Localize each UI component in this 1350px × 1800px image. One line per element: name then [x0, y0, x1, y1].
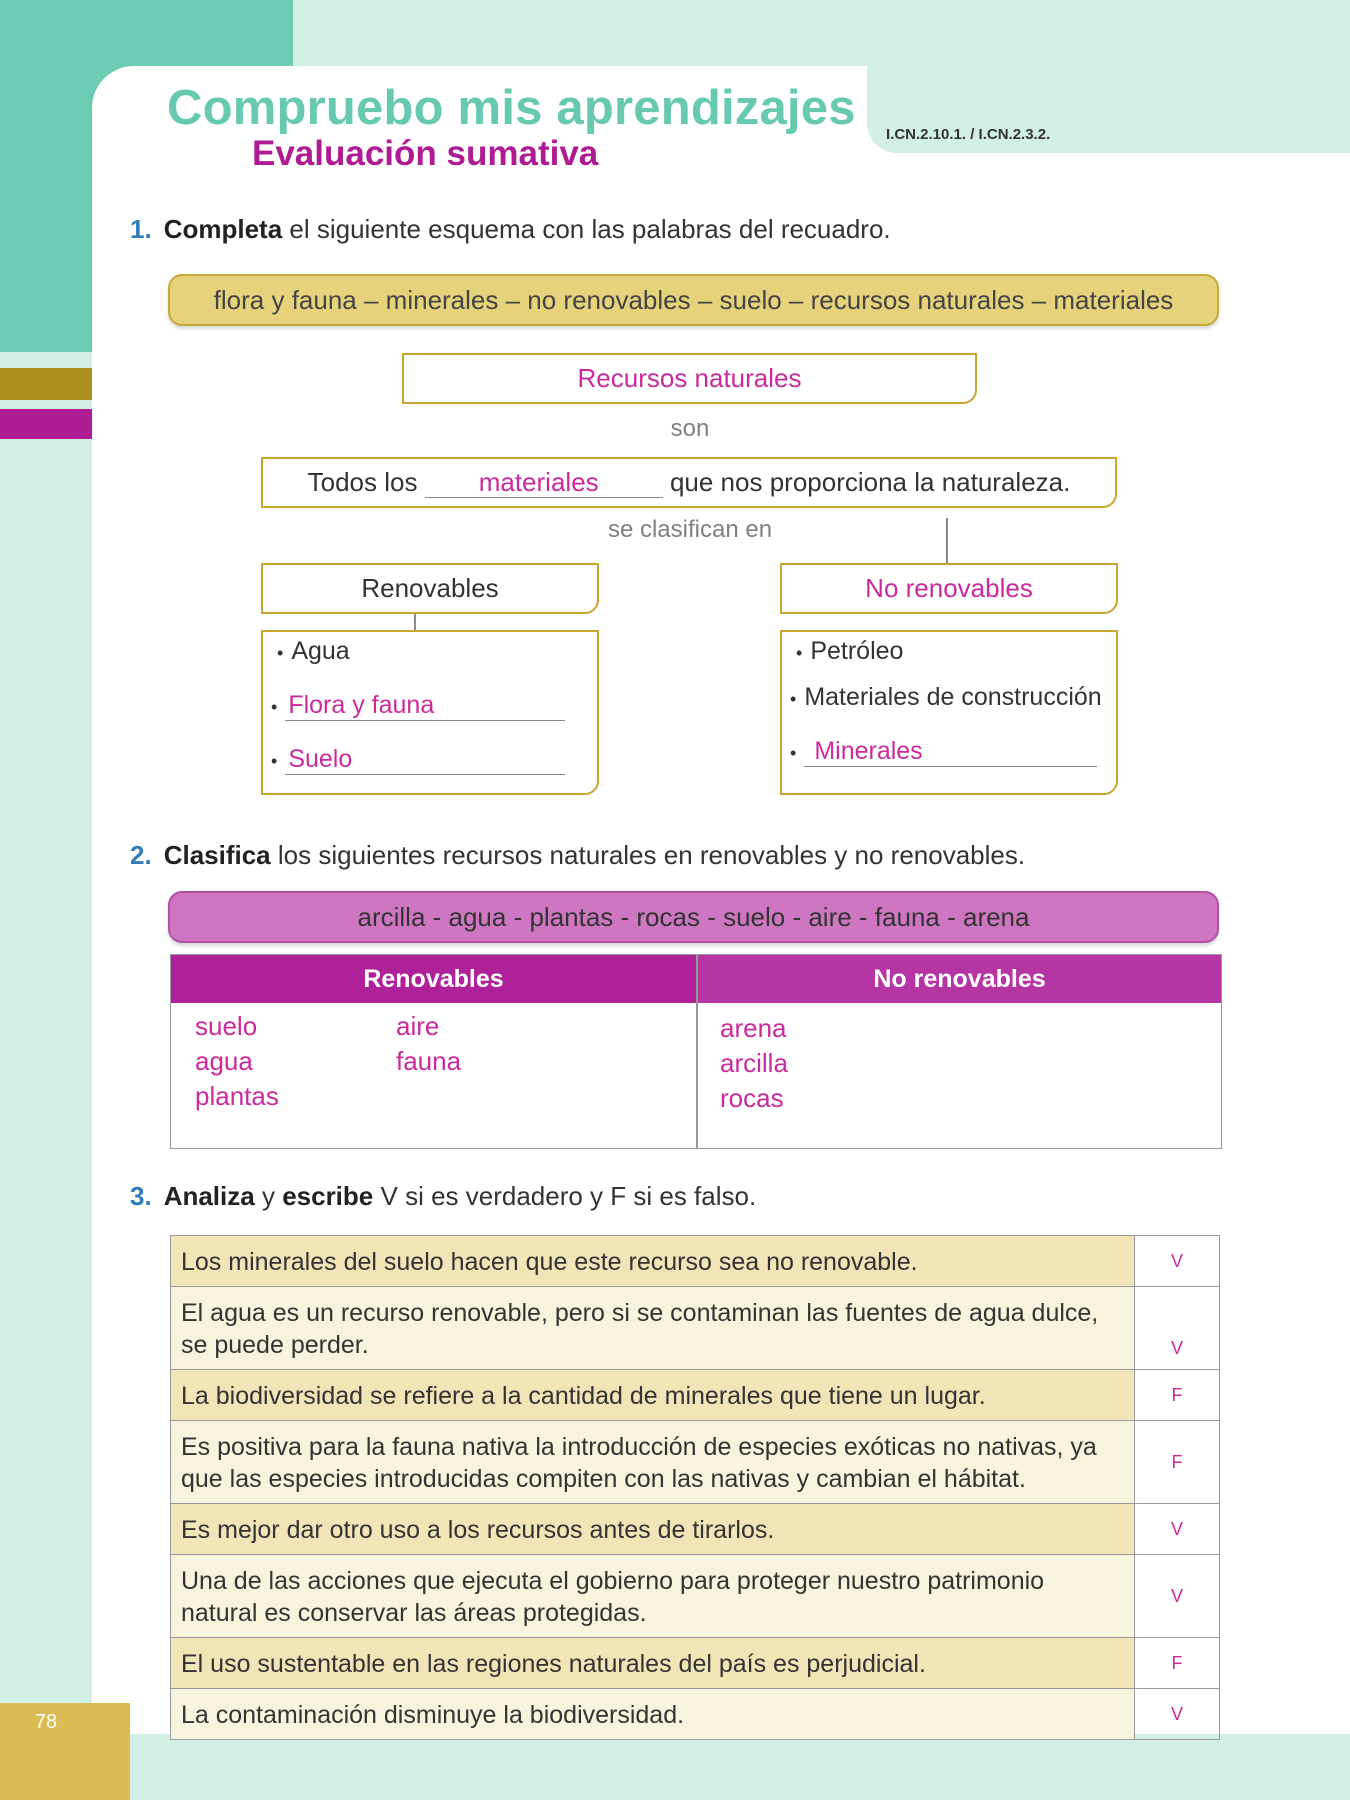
q2-word-bank: arcilla - agua - plantas - rocas - suelo - aire - fauna - arena [168, 891, 1219, 943]
concept-root-node [402, 353, 977, 404]
page-number: 78 [34, 1711, 58, 1733]
statement: Los minerales del suelo hacen que este recurso sea no renovable. [171, 1236, 1135, 1286]
renewable-answer-col1 [195, 1009, 279, 1114]
renewable-item-2-answer[interactable]: Flora y fauna [285, 690, 565, 721]
renewable-answer: suelo [195, 1011, 258, 1041]
renewable-answer: plantas [195, 1081, 279, 1111]
statement: La contaminación disminuye la biodiversidad. [171, 1689, 1135, 1739]
table-row [171, 1370, 1219, 1421]
answer-cell[interactable]: V [1170, 1338, 1183, 1358]
true-false-table [170, 1235, 1220, 1740]
bullet: • [796, 643, 803, 663]
col-header-nonrenewable: No renovables [698, 955, 1221, 1003]
nonrenewable-answer: rocas [720, 1083, 784, 1113]
page-subtitle: Evaluación sumativa [252, 134, 599, 173]
statement: La biodiversidad se refiere a la cantidad de minerales que tiene un lugar. [171, 1370, 1135, 1420]
renewable-list-box [261, 630, 599, 795]
col-header-renewable: Renovables [171, 955, 696, 1003]
bullet: • [790, 689, 797, 709]
answer-cell[interactable]: V [1170, 1250, 1183, 1271]
answer-cell[interactable]: F [1171, 1652, 1183, 1673]
question-2-verb: Clasifica [163, 840, 271, 870]
renewable-item-3 [271, 744, 565, 775]
question-3-verb-2: escribe [282, 1181, 374, 1211]
definition-node [261, 457, 1117, 508]
classification-table [170, 954, 1222, 1149]
connector-son: son [670, 415, 710, 442]
definition-answer[interactable]: materiales [425, 467, 663, 498]
definition-prefix: Todos los [307, 467, 418, 497]
table-row [171, 1421, 1219, 1504]
bullet: • [271, 751, 278, 771]
table-row [171, 1287, 1219, 1370]
nonrenewable-node-label: No renovables [865, 573, 1033, 603]
magenta-side-stripe [0, 409, 92, 439]
question-2 [130, 840, 1025, 871]
nonrenewable-answer: arcilla [720, 1048, 788, 1078]
statement: Es mejor dar otro uso a los recursos antes de tirarlos. [171, 1504, 1135, 1554]
renewable-answer: agua [195, 1046, 253, 1076]
answer-cell[interactable]: V [1170, 1703, 1183, 1724]
nonrenewable-item-3 [790, 736, 1097, 767]
answer-cell[interactable]: V [1170, 1585, 1183, 1606]
indicator-code: I.CN.2.10.1. / I.CN.2.3.2. [886, 126, 1051, 143]
nonrenewable-item-2 [790, 683, 1102, 712]
renewable-item-3-answer[interactable]: Suelo [285, 744, 565, 775]
question-1-verb: Completa [163, 214, 283, 244]
q1-word-bank: flora y fauna – minerales – no renovables – suelo – recursos naturales – materiales [168, 274, 1219, 326]
answer-cell[interactable]: F [1171, 1384, 1183, 1405]
concept-root-label: Recursos naturales [577, 363, 802, 393]
statement: El agua es un recurso renovable, pero si se contaminan las fuentes de agua dulce, se puede perder. [171, 1287, 1135, 1369]
question-1 [130, 214, 891, 245]
answer-cell[interactable]: V [1170, 1518, 1183, 1539]
table-row [171, 1555, 1219, 1638]
bottom-strip [0, 1734, 1350, 1800]
bullet: • [790, 743, 797, 763]
question-3-number: 3. [130, 1181, 152, 1211]
question-3-text: V si es verdadero y F si es falso. [380, 1181, 757, 1211]
table-row [171, 1504, 1219, 1555]
connector-line-left [414, 613, 416, 631]
gold-side-stripe [0, 368, 92, 400]
statement: Una de las acciones que ejecuta el gobierno para proteger nuestro patrimonio natural es conservar las áreas protegidas. [171, 1555, 1135, 1637]
question-3 [130, 1181, 756, 1212]
nonrenewable-list-box [780, 630, 1118, 795]
statement: Es positiva para la fauna nativa la introducción de especies exóticas no nativas, ya que las especies introducidas compiten con las nativas y cambian el hábitat. [171, 1421, 1135, 1503]
connector-line-right [946, 518, 948, 564]
bullet: • [277, 643, 284, 663]
renewable-answer: aire [396, 1011, 440, 1041]
nonrenewable-node [780, 563, 1118, 614]
renewable-node [261, 563, 599, 614]
renewable-answer: fauna [396, 1046, 462, 1076]
nonrenewable-answers [720, 1011, 788, 1116]
question-1-text: el siguiente esquema con las palabras del recuadro. [289, 214, 891, 244]
bullet: • [271, 697, 278, 717]
page-title: Compruebo mis aprendizajes [167, 81, 856, 135]
question-3-conj: y [261, 1181, 275, 1211]
nonrenewable-item-2-text: Materiales de construcción [804, 683, 1102, 711]
nonrenewable-item-1 [796, 637, 903, 666]
question-2-number: 2. [130, 840, 152, 870]
table-divider [696, 955, 698, 1148]
table-row [171, 1638, 1219, 1689]
renewable-item-1-text: Agua [291, 637, 350, 665]
nonrenewable-answer: arena [720, 1013, 787, 1043]
answer-cell[interactable]: F [1171, 1451, 1183, 1472]
statement: El uso sustentable en las regiones naturales del país es perjudicial. [171, 1638, 1135, 1688]
renewable-node-label: Renovables [361, 573, 499, 603]
connector-classify: se clasifican en [607, 516, 773, 543]
question-2-text: los siguientes recursos naturales en renovables y no renovables. [277, 840, 1026, 870]
nonrenewable-item-3-answer[interactable]: Minerales [804, 736, 1097, 767]
nonrenewable-item-1-text: Petróleo [810, 637, 904, 665]
renewable-item-2 [271, 690, 565, 721]
definition-suffix: que nos proporciona la naturaleza. [669, 467, 1071, 497]
renewable-answer-col2 [396, 1009, 461, 1079]
question-1-number: 1. [130, 214, 152, 244]
table-row [171, 1236, 1219, 1287]
renewable-item-1 [277, 637, 350, 666]
question-3-verb-1: Analiza [163, 1181, 255, 1211]
table-row [171, 1689, 1219, 1739]
